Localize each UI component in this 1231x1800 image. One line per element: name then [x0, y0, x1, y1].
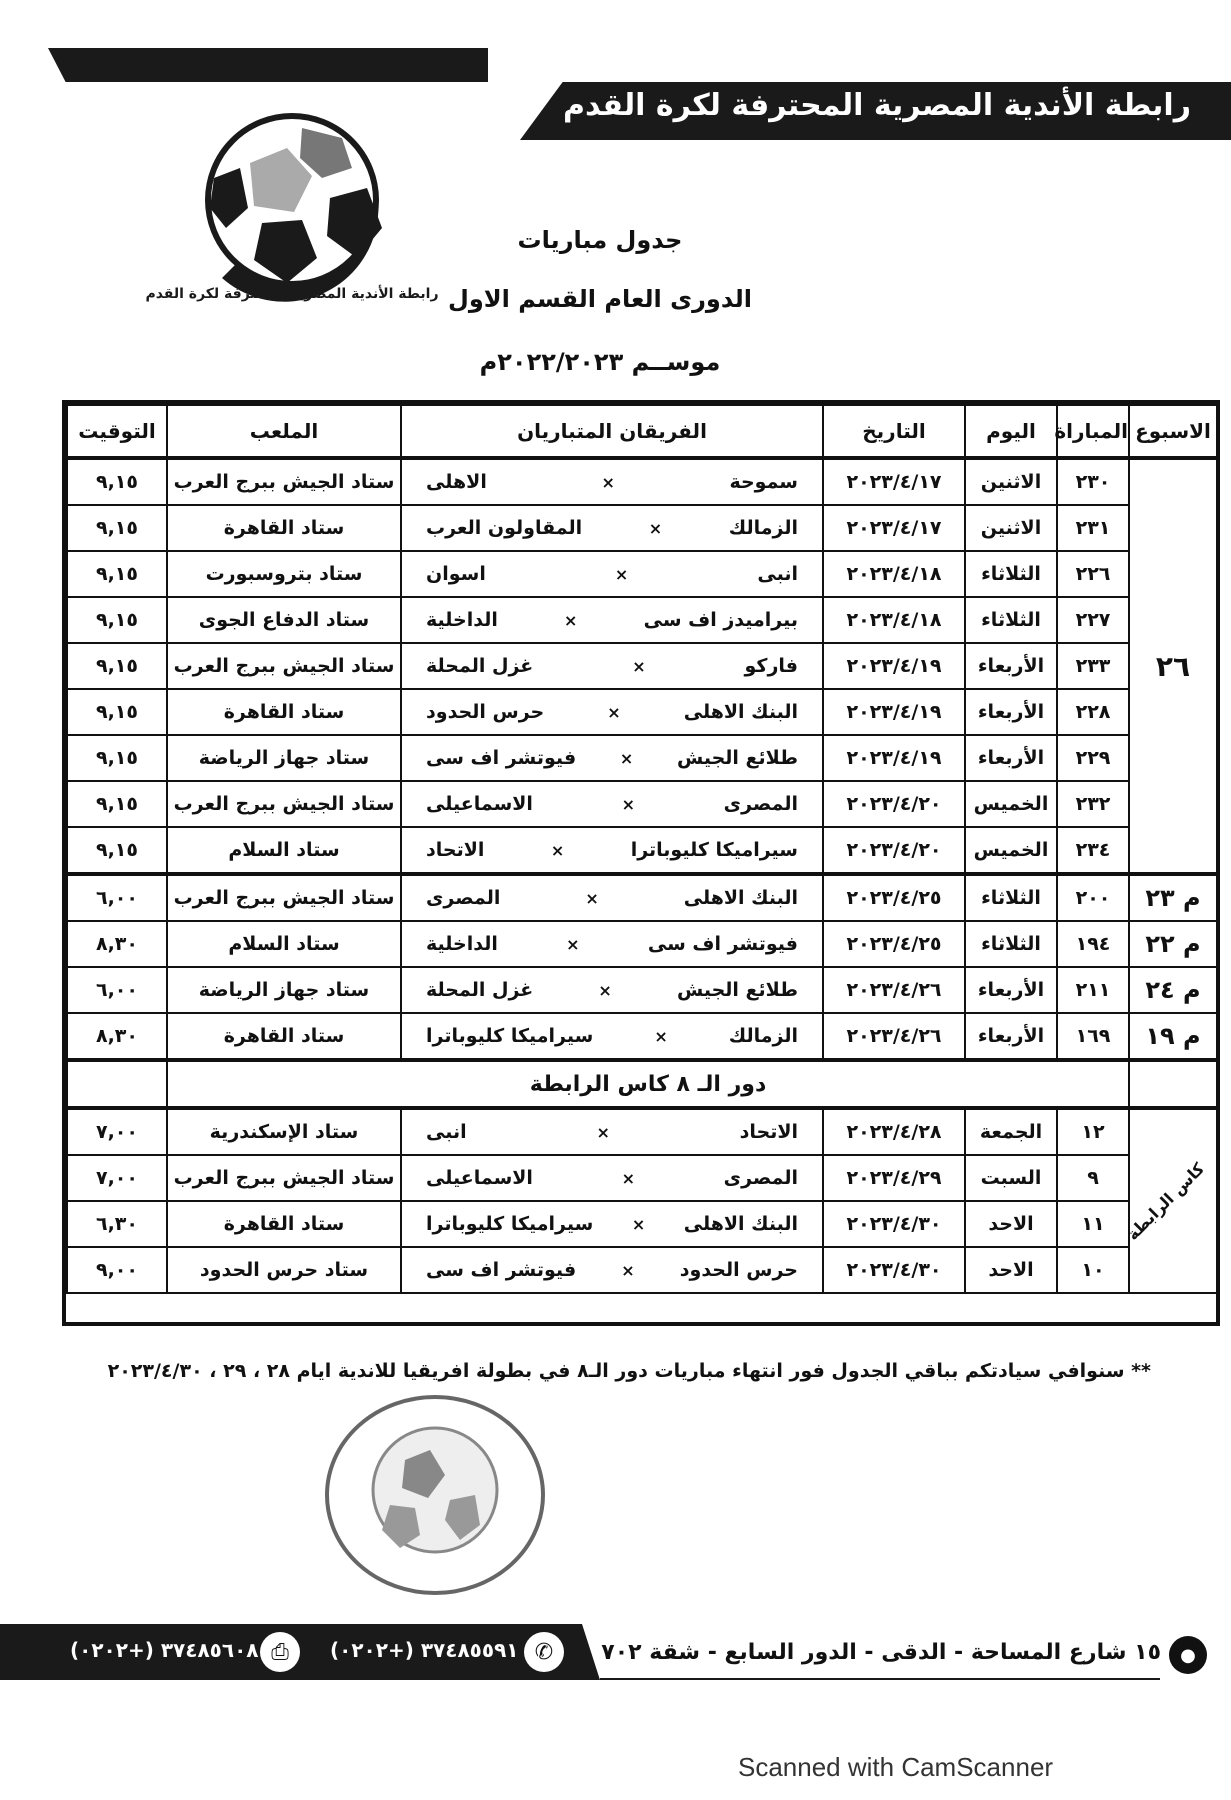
date-cell: ٢٠٢٣/٤/١٨: [823, 551, 965, 597]
table-row: [67, 689, 1217, 735]
official-stamp-icon: [320, 1390, 550, 1600]
vs-mark: ×: [632, 656, 646, 676]
week-cell: م ١٩: [1129, 1013, 1217, 1060]
day-cell: الجمعة: [965, 1108, 1057, 1155]
table-row: [67, 505, 1217, 551]
home-team: المصرى: [723, 1167, 798, 1189]
match-cell: ٢٢٧: [1057, 597, 1129, 643]
date-cell: ٢٠٢٣/٤/٢٦: [823, 1013, 965, 1060]
vs-mark: ×: [621, 1260, 635, 1280]
home-team: الزمالك: [728, 517, 798, 539]
teams-cell: [401, 505, 823, 551]
teams-cell: [401, 458, 823, 505]
home-team: البنك الاهلى: [683, 701, 798, 723]
time-cell: ٨,٣٠: [67, 921, 167, 967]
table-row: [67, 551, 1217, 597]
away-team: الاتحاد: [426, 839, 485, 861]
time-cell: ٩,١٥: [67, 827, 167, 874]
day-cell: الأربعاء: [965, 689, 1057, 735]
away-team: الاسماعيلى: [426, 793, 533, 815]
schedule-title: جدول مباريات: [517, 226, 683, 254]
table-row: [67, 1108, 1217, 1155]
time-cell: ٩,١٥: [67, 735, 167, 781]
stadium-cell: ستاد الجيش ببرج العرب: [167, 781, 401, 827]
time-cell: ٩,١٥: [67, 689, 167, 735]
match-cell: ١٠: [1057, 1247, 1129, 1293]
stadium-cell: ستاد القاهرة: [167, 689, 401, 735]
vs-mark: ×: [654, 1026, 668, 1046]
vs-mark: ×: [614, 564, 629, 584]
date-cell: ٢٠٢٣/٤/١٧: [823, 505, 965, 551]
match-cell: ١٢: [1057, 1108, 1129, 1155]
stadium-cell: ستاد جهاز الرياضة: [167, 735, 401, 781]
teams-cell: [401, 735, 823, 781]
match-cell: ٢٢٩: [1057, 735, 1129, 781]
phone-icon: ✆: [524, 1632, 564, 1672]
teams-cell: [401, 1247, 823, 1293]
time-cell: ٩,١٥: [67, 551, 167, 597]
vs-mark: ×: [619, 748, 634, 768]
vs-mark: ×: [648, 518, 663, 538]
vs-mark: ×: [631, 1214, 646, 1234]
time-cell: ٦,٠٠: [67, 967, 167, 1013]
stadium-cell: ستاد الدفاع الجوى: [167, 597, 401, 643]
time-cell: ٧,٠٠: [67, 1108, 167, 1155]
location-pin-icon: ●: [1169, 1636, 1207, 1674]
vs-mark: ×: [564, 610, 578, 630]
schedule-note: ** سنوافي سيادتكم بباقي الجدول فور انتهاء مباريات دور الـ٨ في بطولة افريقيا للاندية ايام ٢٨ ، ٢٩ ، ٢٠٢٣/٤/٣٠: [107, 1360, 1151, 1382]
header-time: التوقيت: [67, 405, 167, 458]
stadium-cell: ستاد الجيش ببرج العرب: [167, 643, 401, 689]
table-row: [67, 735, 1217, 781]
teams-cell: [401, 921, 823, 967]
home-team: حرس الحدود: [679, 1259, 798, 1281]
vs-mark: ×: [596, 1122, 610, 1142]
away-team: اسوان: [426, 563, 486, 585]
date-cell: ٢٠٢٣/٤/٢٥: [823, 874, 965, 921]
scanner-watermark: Scanned with CamScanner: [738, 1752, 1054, 1782]
stadium-cell: ستاد الجيش ببرج العرب: [167, 1155, 401, 1201]
time-cell: ٩,١٥: [67, 643, 167, 689]
home-team: الزمالك: [728, 1025, 798, 1047]
table-row: [67, 458, 1217, 505]
day-cell: الأربعاء: [965, 735, 1057, 781]
match-cell: ٢٠٠: [1057, 874, 1129, 921]
home-team: فيوتشر اف سى: [647, 933, 798, 955]
away-team: غزل المحلة: [426, 979, 534, 1001]
home-team: طلائع الجيش: [676, 747, 798, 769]
vs-mark: ×: [550, 840, 565, 860]
table-row: [67, 827, 1217, 874]
table-row: [67, 1155, 1217, 1201]
day-cell: الأربعاء: [965, 1013, 1057, 1060]
header-top-bar: [48, 48, 488, 82]
league-division-title: الدورى العام القسم الاول: [448, 285, 752, 313]
header-teams: الفريقان المتباريان: [401, 405, 823, 458]
table-row: [67, 643, 1217, 689]
footer-line: [600, 1678, 1160, 1680]
day-cell: الثلاثاء: [965, 874, 1057, 921]
teams-cell: [401, 1201, 823, 1247]
date-cell: ٢٠٢٣/٤/١٩: [823, 689, 965, 735]
day-cell: الاثنين: [965, 458, 1057, 505]
stadium-cell: ستاد جهاز الرياضة: [167, 967, 401, 1013]
home-team: سيراميكا كليوباترا: [630, 839, 798, 861]
logo-text: رابطة الأندية المصرية المحترفة لكرة القدم: [145, 286, 439, 302]
vs-mark: ×: [566, 934, 580, 954]
time-cell: ٩,١٥: [67, 597, 167, 643]
stadium-cell: ستاد القاهرة: [167, 1201, 401, 1247]
teams-cell: [401, 643, 823, 689]
home-team: البنك الاهلى: [683, 887, 798, 909]
table-header-row: [67, 405, 1217, 458]
league-logo-icon: [145, 108, 439, 340]
stadium-cell: ستاد السلام: [167, 921, 401, 967]
cup-round-title: دور الـ ٨ كاس الرابطة: [167, 1060, 1129, 1108]
teams-cell: [401, 689, 823, 735]
day-cell: الخميس: [965, 781, 1057, 827]
date-cell: ٢٠٢٣/٤/٢٠: [823, 827, 965, 874]
teams-cell: [401, 1155, 823, 1201]
day-cell: الثلاثاء: [965, 597, 1057, 643]
teams-cell: [401, 874, 823, 921]
away-team: الداخلية: [426, 933, 498, 955]
date-cell: ٢٠٢٣/٤/٢٩: [823, 1155, 965, 1201]
teams-cell: [401, 967, 823, 1013]
vs-mark: ×: [607, 702, 621, 722]
day-cell: الثلاثاء: [965, 921, 1057, 967]
time-cell: ٩,١٥: [67, 781, 167, 827]
match-cell: ١٩٤: [1057, 921, 1129, 967]
cup-label: كاس الرابطة: [1122, 1159, 1208, 1244]
match-cell: ٩: [1057, 1155, 1129, 1201]
date-cell: ٢٠٢٣/٤/٣٠: [823, 1247, 965, 1293]
home-team: انبى: [757, 563, 798, 585]
match-cell: ٢٢٦: [1057, 551, 1129, 597]
time-cell: ٩,٠٠: [67, 1247, 167, 1293]
day-cell: الاثنين: [965, 505, 1057, 551]
table-row: [67, 1013, 1217, 1060]
teams-cell: [401, 597, 823, 643]
day-cell: السبت: [965, 1155, 1057, 1201]
header-match: المباراة: [1057, 405, 1129, 458]
home-team: طلائع الجيش: [676, 979, 798, 1001]
match-cell: ٢١١: [1057, 967, 1129, 1013]
fax-number: (٠٢٠٢+) ٣٧٤٨٥٦٠٨: [70, 1638, 259, 1662]
away-team: المصرى: [426, 887, 501, 909]
cup-title-row: [67, 1060, 1217, 1108]
home-team: فاركو: [744, 655, 798, 677]
phone-number: (٠٢٠٢+) ٣٧٤٨٥٥٩١: [330, 1638, 519, 1662]
date-cell: ٢٠٢٣/٤/٢٥: [823, 921, 965, 967]
home-team: الاتحاد: [739, 1121, 798, 1143]
home-team: البنك الاهلى: [683, 1213, 798, 1235]
table-row: [67, 597, 1217, 643]
date-cell: ٢٠٢٣/٤/١٩: [823, 735, 965, 781]
vs-mark: ×: [621, 794, 635, 814]
away-team: فيوتشر اف سى: [426, 1259, 577, 1281]
teams-cell: [401, 781, 823, 827]
matches-table: [62, 400, 1220, 1326]
cup-label-cell: [1122, 1108, 1217, 1293]
table-row: [67, 1201, 1217, 1247]
time-cell: ٦,٠٠: [67, 874, 167, 921]
day-cell: الاحد: [965, 1201, 1057, 1247]
home-team: سموحة: [729, 471, 798, 493]
table-row: [67, 967, 1217, 1013]
date-cell: ٢٠٢٣/٤/٣٠: [823, 1201, 965, 1247]
stadium-cell: ستاد حرس الحدود: [167, 1247, 401, 1293]
stadium-cell: ستاد بتروسبورت: [167, 551, 401, 597]
header-week: الاسبوع: [1129, 405, 1217, 458]
date-cell: ٢٠٢٣/٤/٢٨: [823, 1108, 965, 1155]
table-row: [67, 1247, 1217, 1293]
away-team: حرس الحدود: [426, 701, 545, 723]
date-cell: ٢٠٢٣/٤/١٩: [823, 643, 965, 689]
stadium-cell: ستاد السلام: [167, 827, 401, 874]
time-cell: ٦,٣٠: [67, 1201, 167, 1247]
stadium-cell: ستاد القاهرة: [167, 1013, 401, 1060]
date-cell: ٢٠٢٣/٤/١٨: [823, 597, 965, 643]
away-team: الاهلى: [426, 471, 487, 493]
date-cell: ٢٠٢٣/٤/٢٦: [823, 967, 965, 1013]
day-cell: الاحد: [965, 1247, 1057, 1293]
time-cell: ٩,١٥: [67, 458, 167, 505]
day-cell: الأربعاء: [965, 643, 1057, 689]
match-cell: ١١: [1057, 1201, 1129, 1247]
match-cell: ٢٣٠: [1057, 458, 1129, 505]
stadium-cell: ستاد الجيش ببرج العرب: [167, 874, 401, 921]
table-row: [67, 874, 1217, 921]
away-team: سيراميكا كليوباترا: [426, 1025, 594, 1047]
day-cell: الثلاثاء: [965, 551, 1057, 597]
week-cell: م ٢٢: [1129, 921, 1217, 967]
away-team: المقاولون العرب: [426, 517, 583, 539]
vs-mark: ×: [598, 980, 612, 1000]
vs-mark: ×: [585, 888, 599, 908]
stadium-cell: ستاد الإسكندرية: [167, 1108, 401, 1155]
header-day: اليوم: [965, 405, 1057, 458]
teams-cell: [401, 551, 823, 597]
address-text: ١٥ شارع المساحة - الدقى - الدور السابع - شقة ٧٠٢: [601, 1640, 1161, 1665]
date-cell: ٢٠٢٣/٤/١٧: [823, 458, 965, 505]
match-cell: ٢٣٣: [1057, 643, 1129, 689]
away-team: غزل المحلة: [426, 655, 534, 677]
home-team: بيراميدز اف سى: [643, 609, 798, 631]
teams-cell: [401, 827, 823, 874]
teams-cell: [401, 1108, 823, 1155]
match-cell: ١٦٩: [1057, 1013, 1129, 1060]
vs-mark: ×: [621, 1168, 635, 1188]
time-cell: ٧,٠٠: [67, 1155, 167, 1201]
vs-mark: ×: [601, 472, 615, 492]
match-cell: ٢٢٨: [1057, 689, 1129, 735]
match-cell: ٢٣٢: [1057, 781, 1129, 827]
header-stadium: الملعب: [167, 405, 401, 458]
week-cell: ٢٦: [1129, 458, 1217, 874]
away-team: الداخلية: [426, 609, 498, 631]
time-cell: ٨,٣٠: [67, 1013, 167, 1060]
match-cell: ٢٣١: [1057, 505, 1129, 551]
home-team: المصرى: [723, 793, 798, 815]
time-cell: ٩,١٥: [67, 505, 167, 551]
away-team: فيوتشر اف سى: [426, 747, 577, 769]
table-row: [67, 781, 1217, 827]
league-title: رابطة الأندية المصرية المحترفة لكرة القدم: [562, 88, 1191, 123]
week-cell: م ٢٤: [1129, 967, 1217, 1013]
day-cell: الخميس: [965, 827, 1057, 874]
season-title: موســم ٢٠٢٢/٢٠٢٣م: [479, 348, 721, 376]
away-team: سيراميكا كليوباترا: [426, 1213, 594, 1235]
header-date: التاريخ: [823, 405, 965, 458]
away-team: الاسماعيلى: [426, 1167, 533, 1189]
fax-icon: ⎙: [260, 1632, 300, 1672]
match-cell: ٢٣٤: [1057, 827, 1129, 874]
away-team: انبى: [426, 1121, 467, 1143]
teams-cell: [401, 1013, 823, 1060]
stadium-cell: ستاد القاهرة: [167, 505, 401, 551]
day-cell: الأربعاء: [965, 967, 1057, 1013]
stadium-cell: ستاد الجيش ببرج العرب: [167, 458, 401, 505]
date-cell: ٢٠٢٣/٤/٢٠: [823, 781, 965, 827]
table-row: [67, 921, 1217, 967]
week-cell: م ٢٣: [1129, 874, 1217, 921]
